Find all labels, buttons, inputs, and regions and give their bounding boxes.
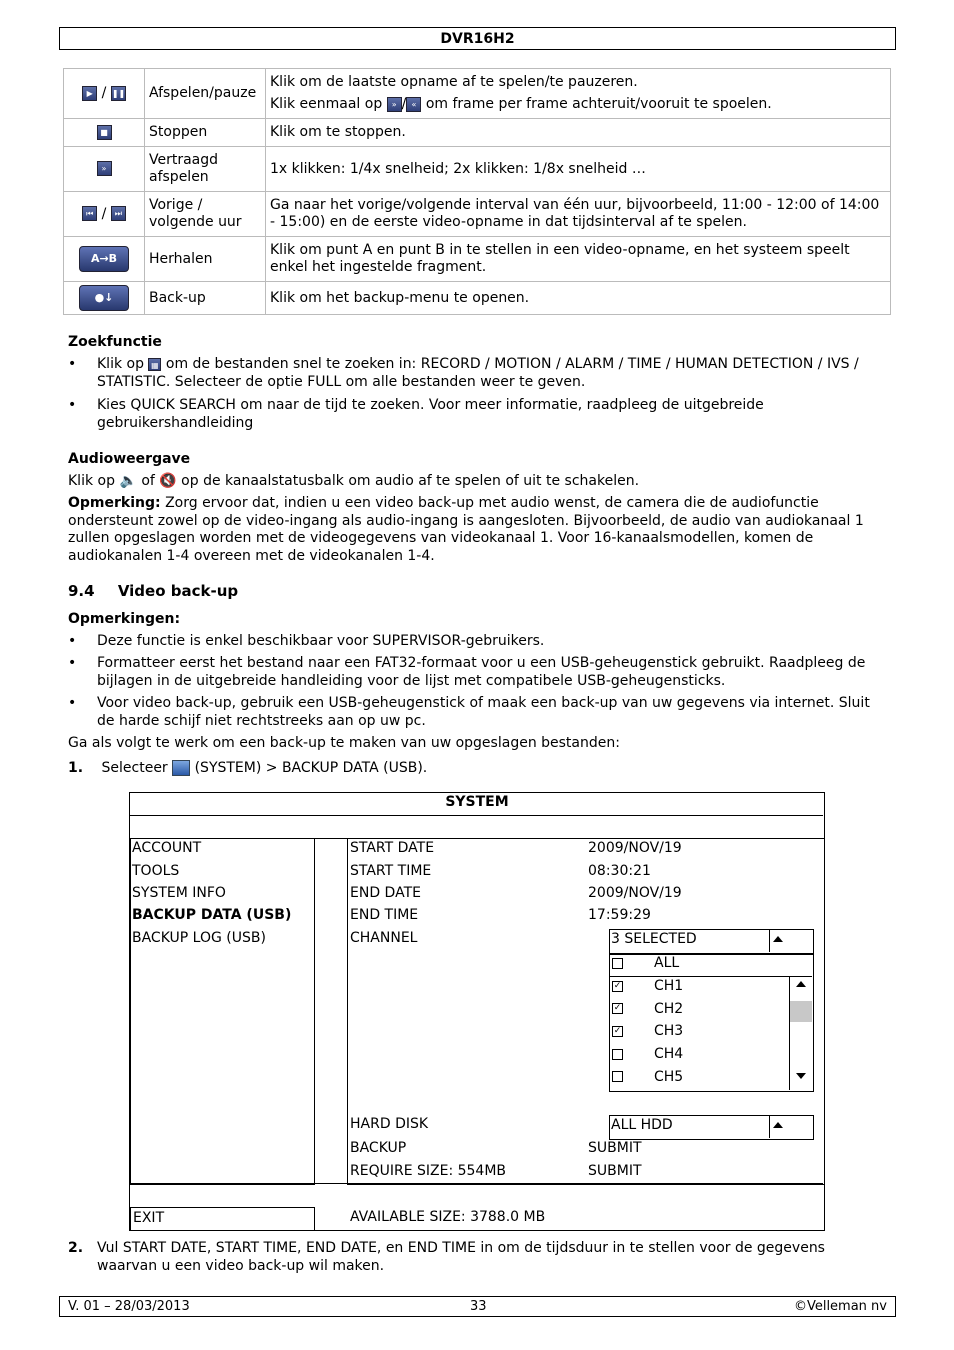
system-screen: SYSTEM ACCOUNT TOOLS SYSTEM INFO BACKUP DATA (USB) BACKUP LOG (USB) START DATE 2009/NOV/19 START TIME 08:30:21 END DATE 2009/NOV/19 END TIME 17:59:29 CHANNEL 3 SELECTED ALL HARD DISK ALL HDD BACKUP SUBMIT REQUIRE SIZE: 554MB SUBMIT EXIT AVAILABLE SIZE: 3788.0 MB ✓ CH1 ✓ CH2 ✓ CH3 CH4 CH5 [129, 792, 825, 1231]
controls-table [63, 68, 891, 315]
table-row: ●↓ Back-up Klik om het backup-menu te openen. [64, 282, 891, 315]
start-date-field[interactable]: 2009/NOV/19 [588, 840, 682, 856]
table-row: A→B Herhalen Klik om punt A en punt B in te stellen in een video-opname, en het systeem speelt enkel het ingestelde fragment. [64, 237, 891, 282]
step-1: 1. Selecteer (SYSTEM) > BACKUP DATA (USB). [68, 760, 428, 776]
checkbox-icon[interactable] [612, 1071, 623, 1082]
menu-account[interactable]: ACCOUNT [132, 840, 202, 856]
menu-backup-log[interactable]: BACKUP LOG (USB) [132, 930, 266, 946]
speaker-on-icon: 🔈 [119, 473, 137, 489]
checked-checkbox-icon[interactable]: ✓ [613, 1003, 622, 1014]
table-row: » Vertraagd afspelen 1x klikken: 1/4x snelheid; 2x klikken: 1/8x snelheid … [64, 147, 891, 192]
rewind-icon: « [406, 97, 421, 112]
channel-item[interactable]: CH4 [612, 1045, 683, 1063]
notes-heading: Opmerkingen: [68, 611, 181, 627]
end-date-field[interactable]: 2009/NOV/19 [588, 885, 682, 901]
menu-system-info[interactable]: SYSTEM INFO [132, 885, 226, 901]
search-icon: ▦ [148, 358, 161, 371]
system-icon [172, 760, 190, 776]
list-item: • Klik op ▦ om de bestanden snel te zoeken in: RECORD / MOTION / ALARM / TIME / HUMAN DETECTION / IVS / STATISTIC. Selecteer de optie FULL om alle bestanden weer te geven. [68, 356, 859, 390]
channel-item[interactable]: ✓ CH2 [613, 1000, 684, 1017]
table-row: ▶ / ❚❚ Afspelen/pauze Klik om de laatste opname af te spelen/te pauzeren. Klik eenmaal op » / « om frame per frame achteruit/vooruit te spoelen. [64, 69, 891, 119]
fast-forward-icon: » [387, 97, 402, 112]
channel-dropdown[interactable]: 3 SELECTED [609, 929, 814, 954]
require-submit-button[interactable]: SUBMIT [588, 1163, 642, 1179]
step-2: 2. Vul START DATE, START TIME, END DATE, en END TIME in om de tijdsduur in te stellen voor de gegevens waarvan u een video back-up wil maken. [68, 1240, 825, 1274]
dropdown-arrow-icon [773, 1122, 783, 1128]
scroll-thumb[interactable] [790, 1001, 812, 1022]
hard-disk-dropdown[interactable]: ALL HDD [609, 1115, 814, 1140]
list-item: • Voor video back-up, gebruik een USB-geheugenstick of maak een back-up van uw gegevens via internet. Sluit de harde schijf niet rechtstreeks aan op uw pc. [68, 695, 870, 729]
speaker-off-icon: 🔇 [159, 473, 177, 489]
next-hour-icon: ⏭ [111, 206, 126, 221]
audio-note: Opmerking: Zorg ervoor dat, indien u een video back-up met audio wenst, de camera die de audiofunctie ondersteunt zowel op de video-ingang als audio-ingang is aangesloten. Bijvoorbeeld, de audio van audiokanaal 1 zullen opgeslagen worden met de videogegevens van videokanaal 1. Voor 16-kanaalsmodellen, komen de audiokanalen 1-4 overeen met de videokanalen 1-4. [68, 495, 864, 564]
menu-tools[interactable]: TOOLS [132, 863, 180, 879]
checkbox-icon[interactable] [612, 958, 623, 969]
pause-icon: ❚❚ [111, 86, 126, 101]
menu-backup-data[interactable]: BACKUP DATA (USB) [132, 907, 292, 923]
scroll-down-icon[interactable] [796, 1073, 806, 1079]
system-title: SYSTEM [445, 794, 509, 810]
table-row: ⏮ / ⏭ Vorige / volgende uur Ga naar het vorige/volgende interval van één uur, bijvoorbeeld, 11:00 - 12:00 of 14:00 - 15:00) en de eerste video-opname in dat tijdsinterval af te spelen. [64, 192, 891, 237]
list-item: • Formatteer eerst het bestand naar een FAT32-formaat voor u een USB-geheugenstick gebruikt. Raadpleeg de bijlagen in de uitgebreide handleiding voor de lijst met compatibele USB-geheugensticks. [68, 655, 866, 689]
list-item: • Kies QUICK SEARCH om naar de tijd te zoeken. Voor meer informatie, raadpleeg de uitgebreide gebruikershandleiding [68, 397, 764, 431]
page-footer: V. 01 – 28/03/2013 33 ©Velleman nv [59, 1296, 896, 1317]
row-desc: Klik om de laatste opname af te spelen/te pauzeren. [270, 74, 638, 90]
checked-checkbox-icon[interactable]: ✓ [613, 1025, 622, 1036]
channel-all[interactable]: ALL [612, 954, 679, 972]
page-header: DVR16H2 [59, 27, 896, 50]
channel-item[interactable]: CH5 [612, 1068, 683, 1086]
play-icon: ▶ [82, 86, 97, 101]
channel-item[interactable]: ✓ CH1 [613, 978, 684, 994]
channel-item[interactable]: ✓ CH3 [613, 1023, 684, 1040]
start-time-field[interactable]: 08:30:21 [588, 863, 651, 879]
zoekfunctie-heading: Zoekfunctie [68, 334, 162, 350]
dropdown-arrow-icon [773, 936, 783, 942]
section-title: 9.4 Video back-up [68, 582, 239, 600]
backup-icon: ●↓ [79, 285, 129, 311]
slow-play-icon: » [97, 161, 112, 176]
backup-submit-button[interactable]: SUBMIT [588, 1140, 642, 1156]
table-row: ■ Stoppen Klik om te stoppen. [64, 119, 891, 147]
exit-button[interactable]: EXIT [130, 1207, 315, 1231]
stop-icon: ■ [97, 125, 112, 140]
scroll-up-icon[interactable] [796, 981, 806, 987]
audio-heading: Audioweergave [68, 451, 191, 467]
previous-hour-icon: ⏮ [82, 206, 97, 221]
list-item: • Deze functie is enkel beschikbaar voor SUPERVISOR-gebruikers. [68, 633, 545, 649]
available-size: AVAILABLE SIZE: 3788.0 MB [350, 1209, 546, 1225]
repeat-ab-icon: A→B [79, 246, 129, 272]
scrollbar[interactable] [789, 977, 813, 1090]
row-name: Afspelen/pauze [145, 69, 266, 119]
checked-checkbox-icon[interactable]: ✓ [613, 980, 622, 991]
end-time-field[interactable]: 17:59:29 [588, 907, 651, 923]
checkbox-icon[interactable] [612, 1049, 623, 1060]
